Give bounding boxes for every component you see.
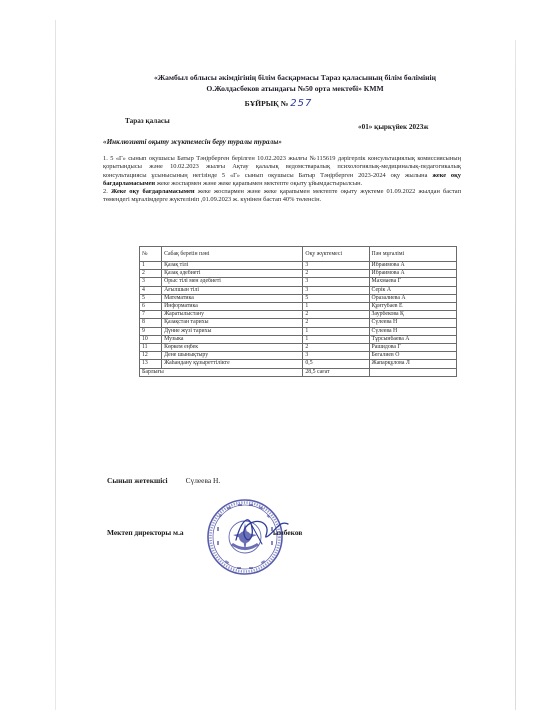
subjects-table	[139, 246, 457, 377]
cell-subject: Қазақ тілі	[162, 262, 303, 270]
cell-subject: Информатика	[162, 303, 303, 311]
cell-load: 3	[303, 278, 369, 286]
table-row	[140, 294, 457, 302]
cell-load: 5	[303, 294, 369, 302]
cell-number: 5	[140, 294, 162, 302]
cell-load: 1	[303, 335, 369, 343]
header-line-1: «Жамбыл облысы әкімдігінің білім басқармасы Тараз қаласының білім бөлімінің	[153, 73, 437, 82]
order-body	[103, 155, 461, 205]
cell-number: 1	[140, 262, 162, 270]
cell-load: 0,5	[303, 360, 369, 368]
col-header-subject: Сабақ берetін пәні	[162, 247, 303, 262]
table-row	[140, 278, 457, 286]
cell-subject: Орыс тілі мен әдебиеті	[162, 278, 303, 286]
cell-load: 2	[303, 311, 369, 319]
cell-load: 3	[303, 262, 369, 270]
cell-load: 2	[303, 344, 369, 352]
cell-number: 7	[140, 311, 162, 319]
order-number-handwritten: 257	[290, 98, 313, 109]
cell-number: 12	[140, 352, 162, 360]
table-row	[140, 319, 457, 327]
scan-edge	[515, 40, 516, 710]
cell-teacher: Серік А	[369, 286, 456, 294]
cell-number: 4	[140, 286, 162, 294]
col-header-load: Оқу жүктемесі	[303, 247, 369, 262]
cell-load: 3	[303, 286, 369, 294]
cell-teacher: Сүлеева Н	[369, 319, 456, 327]
table-row	[140, 286, 457, 294]
director-name: ымбеков	[273, 528, 303, 537]
cell-subject: Математика	[162, 294, 303, 302]
cell-load: 2	[303, 270, 369, 278]
order-date: «01» қыркүйек 2023ж	[358, 123, 429, 131]
table-row	[140, 352, 457, 360]
table-row	[140, 360, 457, 368]
cell-subject: Ағылшын тілі	[162, 286, 303, 294]
cell-subject: Қазақстан тарихы	[162, 319, 303, 327]
cell-subject: Музыка	[162, 335, 303, 343]
cell-subject: Жаһандану құзыреттілікте	[162, 360, 303, 368]
total-label: Барлығы	[140, 368, 303, 376]
handwritten-signature	[232, 510, 292, 550]
cell-number: 13	[140, 360, 162, 368]
cell-teacher: Махмаева Г	[369, 278, 456, 286]
table-row	[140, 311, 457, 319]
cell-teacher: Оразалиева А	[369, 294, 456, 302]
cell-teacher: Заурбекова Қ	[369, 311, 456, 319]
table-row	[140, 344, 457, 352]
order-title	[0, 98, 557, 109]
paragraph-1-bold: жеке оқу бағдарламасымен	[103, 171, 461, 187]
cell-load: 1	[303, 327, 369, 335]
paragraph-2-text: жеке жоспармен және жеке қарапымен мектепте оқыту жүктеме 01.09.2022 жылдан бастап төмендегі мұғалімдерге жүктелініп ,01.09.2023 ж. күнінен бастап 40% төленсін.	[103, 188, 461, 204]
cell-load: 2	[303, 319, 369, 327]
cell-subject: Қазақ әдебиеті	[162, 270, 303, 278]
cell-teacher: Жапарқұлова Л	[369, 360, 456, 368]
director-role: Мектеп директоры м.а	[107, 528, 184, 537]
cell-number: 2	[140, 270, 162, 278]
order-label: БҰЙРЫҚ №	[244, 99, 289, 108]
table-row	[140, 335, 457, 343]
cell-subject: Дүние жүзі тарихы	[162, 327, 303, 335]
cell-number: 11	[140, 344, 162, 352]
cell-number: 3	[140, 278, 162, 286]
homeroom-role: Сынып жетекшісі	[107, 476, 168, 485]
homeroom-signature-line	[107, 476, 220, 485]
paragraph-1	[103, 155, 461, 188]
cell-teacher: Бегалиев О	[369, 352, 456, 360]
total-empty-cell	[369, 368, 456, 376]
paragraph-2-number: 2.	[103, 188, 108, 196]
cell-teacher: Рашидова Г	[369, 344, 456, 352]
cell-number: 10	[140, 335, 162, 343]
header-line-2: О.Жолдасбеков атындағы №50 орта мектебі» КММ	[206, 84, 384, 93]
paragraph-1-text: 1. 5 «Г» сынып оқушысы Батыр Тәңірберген берілген 10.02.2023 жылғы №115619 дәрігерлік консультациялық комиссиясының қорытындысы және 10.02.2023 жылғы Ақтау қалалық ведомстваралық психологиялық-медициналық-педагогикалық консультациясы ұсынысының негізінде 5 «Г» сынып оқушысы Батыр Тәңірберген 2023-2024 оқу жылына	[103, 155, 461, 179]
table-header-row	[140, 247, 457, 262]
cell-number: 9	[140, 327, 162, 335]
cell-teacher: Ибраимова А	[369, 262, 456, 270]
paragraph-2	[103, 188, 461, 205]
homeroom-name: Сүлеева Н.	[185, 476, 221, 485]
cell-teacher: Ибраимова А	[369, 270, 456, 278]
table-row	[140, 270, 457, 278]
cell-load: 3	[303, 352, 369, 360]
director-signature-line	[107, 528, 303, 537]
scan-edge	[55, 20, 56, 710]
cell-load: 1	[303, 303, 369, 311]
cell-number: 6	[140, 303, 162, 311]
col-header-number: №	[140, 247, 162, 262]
total-value: 28,5 сағат	[303, 368, 369, 376]
cell-subject: Дене шынықтыру	[162, 352, 303, 360]
paragraph-1-text-end: жеке жоспармен және жеке қарапымен мектепте оқыту ұйымдастырылсын.	[156, 179, 363, 187]
table-row	[140, 303, 457, 311]
cell-teacher: Сүлеева Н	[369, 327, 456, 335]
cell-subject: Жаратылыстану	[162, 311, 303, 319]
cell-subject: Көркем еңбек	[162, 344, 303, 352]
table-row	[140, 327, 457, 335]
cell-teacher: Тұрсынбаева А	[369, 335, 456, 343]
table-total-row	[140, 368, 457, 376]
col-header-teacher: Пән мұғалімі	[369, 247, 456, 262]
document-header	[95, 72, 495, 94]
cell-teacher: Құнтубаев Е	[369, 303, 456, 311]
paragraph-2-bold: Жеке оқу бағдарламасымен	[110, 188, 195, 196]
table-row	[140, 262, 457, 270]
cell-number: 8	[140, 319, 162, 327]
city-label: Тараз қаласы	[125, 117, 170, 125]
order-subject: «Инклюзивті оқыту жүктемесін беру туралы туралы»	[103, 138, 282, 146]
